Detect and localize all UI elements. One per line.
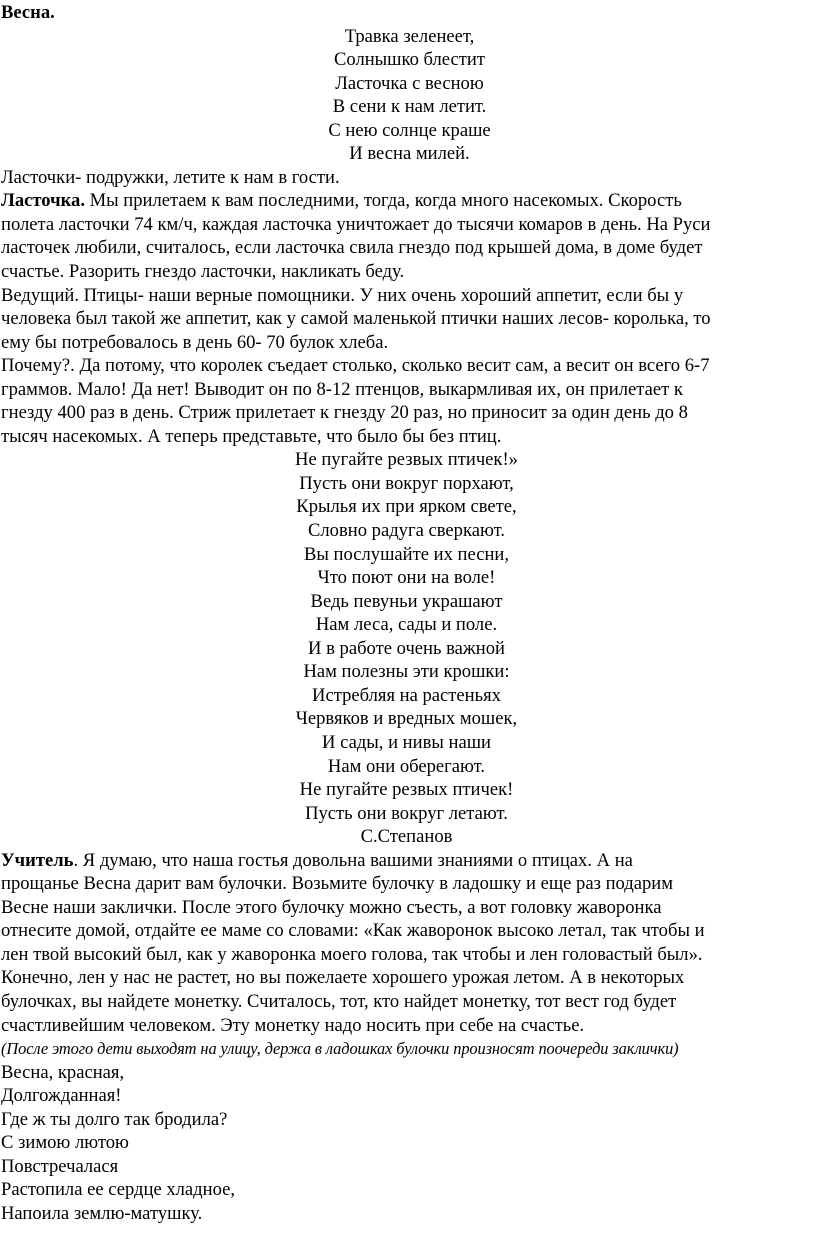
paragraph-text: Мы прилетаем к вам последними, тогда, когда много насекомых. Скорость — [84, 190, 682, 212]
chant-line: С зимою лютою — [1, 1132, 129, 1154]
poem-line: Пусть они вокруг летают. — [305, 802, 508, 824]
poem-line: Словно радуга сверкают. — [308, 520, 505, 542]
document-heading: Весна. — [1, 2, 55, 23]
poem-line: С нею солнце краше — [328, 119, 491, 141]
poem-line: Вы послушайте их песни, — [304, 543, 509, 565]
chant-line: Напоила землю-матушку. — [1, 1202, 203, 1224]
poem-line: В сени к нам летит. — [332, 96, 487, 118]
paragraph-line: полета ласточки 74 км/ч, каждая ласточка уничтожает до тысячи комаров в день. На Руси — [1, 213, 711, 235]
paragraph-line: граммов. Мало! Да нет! Выводит он по 8-12 птенцов, выкармливая их, он прилетает к — [1, 378, 683, 400]
swallow-call: Ласточки- подружки, летите к нам в гости. — [1, 166, 340, 188]
paragraph-line: булочках, вы найдете монетку. Считалось, тот, кто найдет монетку, тот вест год будет — [1, 990, 677, 1012]
paragraph-line: отнесите домой, отдайте ее маме со словами: «Как жаворонок высоко летал, так чтобы и — [1, 920, 705, 942]
poem-author: С.Степанов — [360, 826, 453, 848]
poem-line: Нам леса, сады и поле. — [315, 614, 498, 636]
paragraph-line: Весне наши заклички. После этого булочку можно съесть, а вот головку жаворонка — [1, 896, 662, 918]
paragraph-text: . Я думаю, что наша гостья довольна вашими знаниями о птицах. А на — [73, 849, 633, 871]
paragraph-line: Конечно, лен у нас не растет, но вы пожелаете хорошего урожая летом. А в некоторых — [1, 967, 685, 989]
poem-line: Нам полезны эти крошки: — [303, 661, 510, 683]
poem-line: Истребляя на растеньях — [312, 684, 501, 706]
chant-line: Весна, красная, — [1, 1061, 125, 1083]
paragraph-line: человека был такой же аппетит, как у самой маленькой птички наших лесов- королька, то — [1, 308, 711, 330]
speaker-label: Учитель — [1, 849, 74, 871]
poem-line: Ласточка с весною — [335, 72, 484, 94]
paragraph-line: тысяч насекомых. А теперь представьте, что было бы без птиц. — [1, 425, 502, 447]
poem-line: Что поют они на воле! — [317, 567, 496, 589]
host-paragraph — [1, 284, 812, 449]
poem-line: Солнышко блестит — [334, 49, 485, 71]
poem-line: И в работе очень важной — [308, 637, 505, 659]
poem-line: Ведь певуньи украшают — [310, 590, 503, 612]
poem-line: Червяков и вредных мошек, — [295, 708, 518, 730]
poem-line: Не пугайте резвых птичек! — [299, 779, 514, 801]
paragraph-line: Ведущий. Птицы- наши верные помощники. У них очень хороший аппетит, если бы у — [1, 284, 684, 306]
spring-chant — [1, 1061, 812, 1226]
paragraph-line: ласточек любили, считалось, если ласточка свила гнездо под крышей дома, в доме будет — [1, 237, 703, 259]
poem-line: И сады, и нивы наши — [322, 731, 491, 753]
teacher-paragraph — [1, 849, 812, 1037]
chant-line: Долгожданная! — [1, 1085, 122, 1107]
paragraph-line: прощанье Весна дарит вам булочки. Возьмите булочку в ладошку и еще раз подарим — [1, 873, 674, 895]
poem-line: И весна милей. — [349, 143, 470, 165]
stage-direction: (После этого дети выходят на улицу, держа в ладошках булочки произносят поочереди заклички) — [1, 1039, 679, 1059]
paragraph-line: лен твой высокий был, как у жаворонка моего голова, так чтобы и лен головастый был». — [1, 943, 703, 965]
paragraph-line: ему бы потребовалось в день 60- 70 булок хлеба. — [1, 331, 389, 353]
paragraph-line: гнезду 400 раз в день. Стриж прилетает к гнезду 20 раз, но приносит за один день до 8 — [1, 402, 688, 424]
swallow-paragraph — [1, 189, 812, 283]
poem-line: Пусть они вокруг порхают, — [299, 472, 514, 494]
poem-line: Крылья их при ярком свете, — [296, 496, 517, 518]
spring-poem — [1, 25, 812, 166]
paragraph-line: Почему?. Да потому, что королек съедает столько, сколько весит сам, а весит он всего 6-7 — [1, 355, 710, 377]
chant-line: Повстречалася — [1, 1155, 119, 1177]
birds-poem — [1, 448, 812, 848]
paragraph-line: счастливейшим человеком. Эту монетку надо носить при себе на счастье. — [1, 1014, 585, 1036]
chant-line: Растопила ее сердце хладное, — [1, 1179, 236, 1201]
speaker-label: Ласточка. — [1, 190, 85, 212]
chant-line: Где ж ты долго так бродила? — [1, 1108, 228, 1130]
poem-line: Не пугайте резвых птичек!» — [295, 449, 518, 471]
poem-line: Нам они оберегают. — [327, 755, 486, 777]
paragraph-line: счастье. Разорить гнездо ласточки, накликать беду. — [1, 261, 405, 283]
poem-line: Травка зеленеет, — [344, 25, 475, 47]
